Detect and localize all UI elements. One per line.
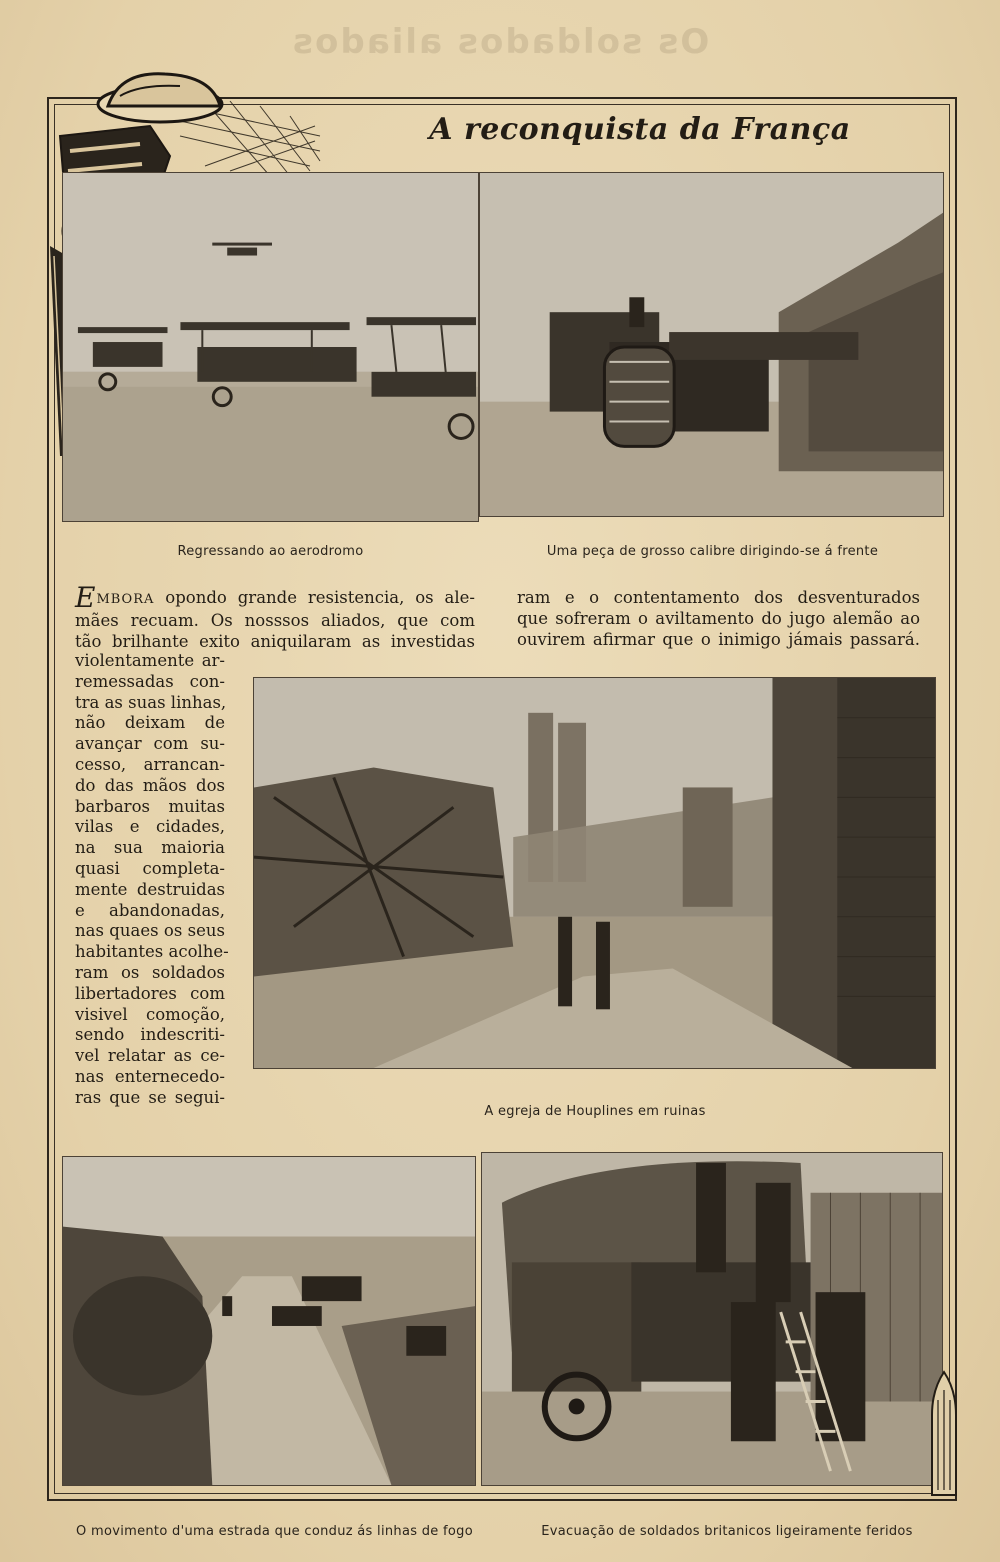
article-right-column [517,588,920,650]
caption-evacuation-truck: Evacuação de soldados britanicos ligeiramente feridos [541,1524,913,1539]
article-line: vilas e cidades, [75,817,225,837]
article-line: ram e o contentamento dos desventurados [517,588,920,607]
article-line: tão brilhante exito aniquilaram as investidas [75,631,475,651]
article-line: quasi completa- [75,858,225,878]
article-left-top [75,581,475,652]
article-line: que sofreram o aviltamento do jugo alemão ao [517,608,920,628]
caption-aerodrome: Regressando ao aerodromo [177,544,364,559]
photo-aerodrome [62,172,479,522]
article-line: violentamente ar- [75,651,225,670]
drop-cap: E [75,581,96,614]
caption-houplines-church: A egreja de Houplines em ruinas [484,1104,706,1119]
article-line: ras que se segui- [75,1087,225,1107]
article-line: barbaros muitas [75,796,225,816]
bleed-through-header: Os soldados aliados [290,22,710,62]
article-line: habitantes acolhe- [75,942,229,962]
article-line: do das mãos dos [75,775,225,795]
photo-evacuation-truck [481,1152,943,1486]
article-line: visivel comoção, [75,1004,225,1024]
article-line: nas enternecedo- [75,1066,225,1086]
article-line: sendo indescriti- [75,1025,225,1045]
photo-road-to-front [62,1156,476,1486]
article-line: avançar com su- [75,734,225,754]
article-line: tra as suas linhas, [75,692,227,712]
article-line: na sua maioria [75,838,225,858]
caption-heavy-gun: Uma peça de grosso calibre dirigindo-se á frente [546,544,879,559]
article-line: nas quaes os seus [75,921,225,941]
article-line: libertadores com [75,983,225,1003]
cartridge-ornament [926,1370,962,1500]
article-line: remessadas con- [75,671,225,691]
caption-road-to-front: O movimento d'uma estrada que conduz ás linhas de fogo [76,1524,473,1539]
article-line: EMBORA opondo grande resistencia, os ale- [75,581,475,614]
article-line: mães recuam. Os nosssos aliados, que com [75,610,475,630]
article-line: vel relatar as ce- [75,1046,225,1066]
photo-heavy-gun [479,172,944,517]
photo-houplines-church [253,677,936,1069]
article-left-column [75,651,229,1109]
article-line: cesso, arrancan- [75,754,225,774]
article-line: mente destruidas [75,879,225,899]
article-line: não deixam de [75,713,225,733]
article-line: ouvirem afirmar que o inimigo jámais passará. [517,629,920,649]
article-line: ram os soldados [75,962,225,982]
article-lead: MBORA [96,592,155,607]
article-line: e abandonadas, [75,900,225,920]
page-title: A reconquista da França [429,112,851,147]
